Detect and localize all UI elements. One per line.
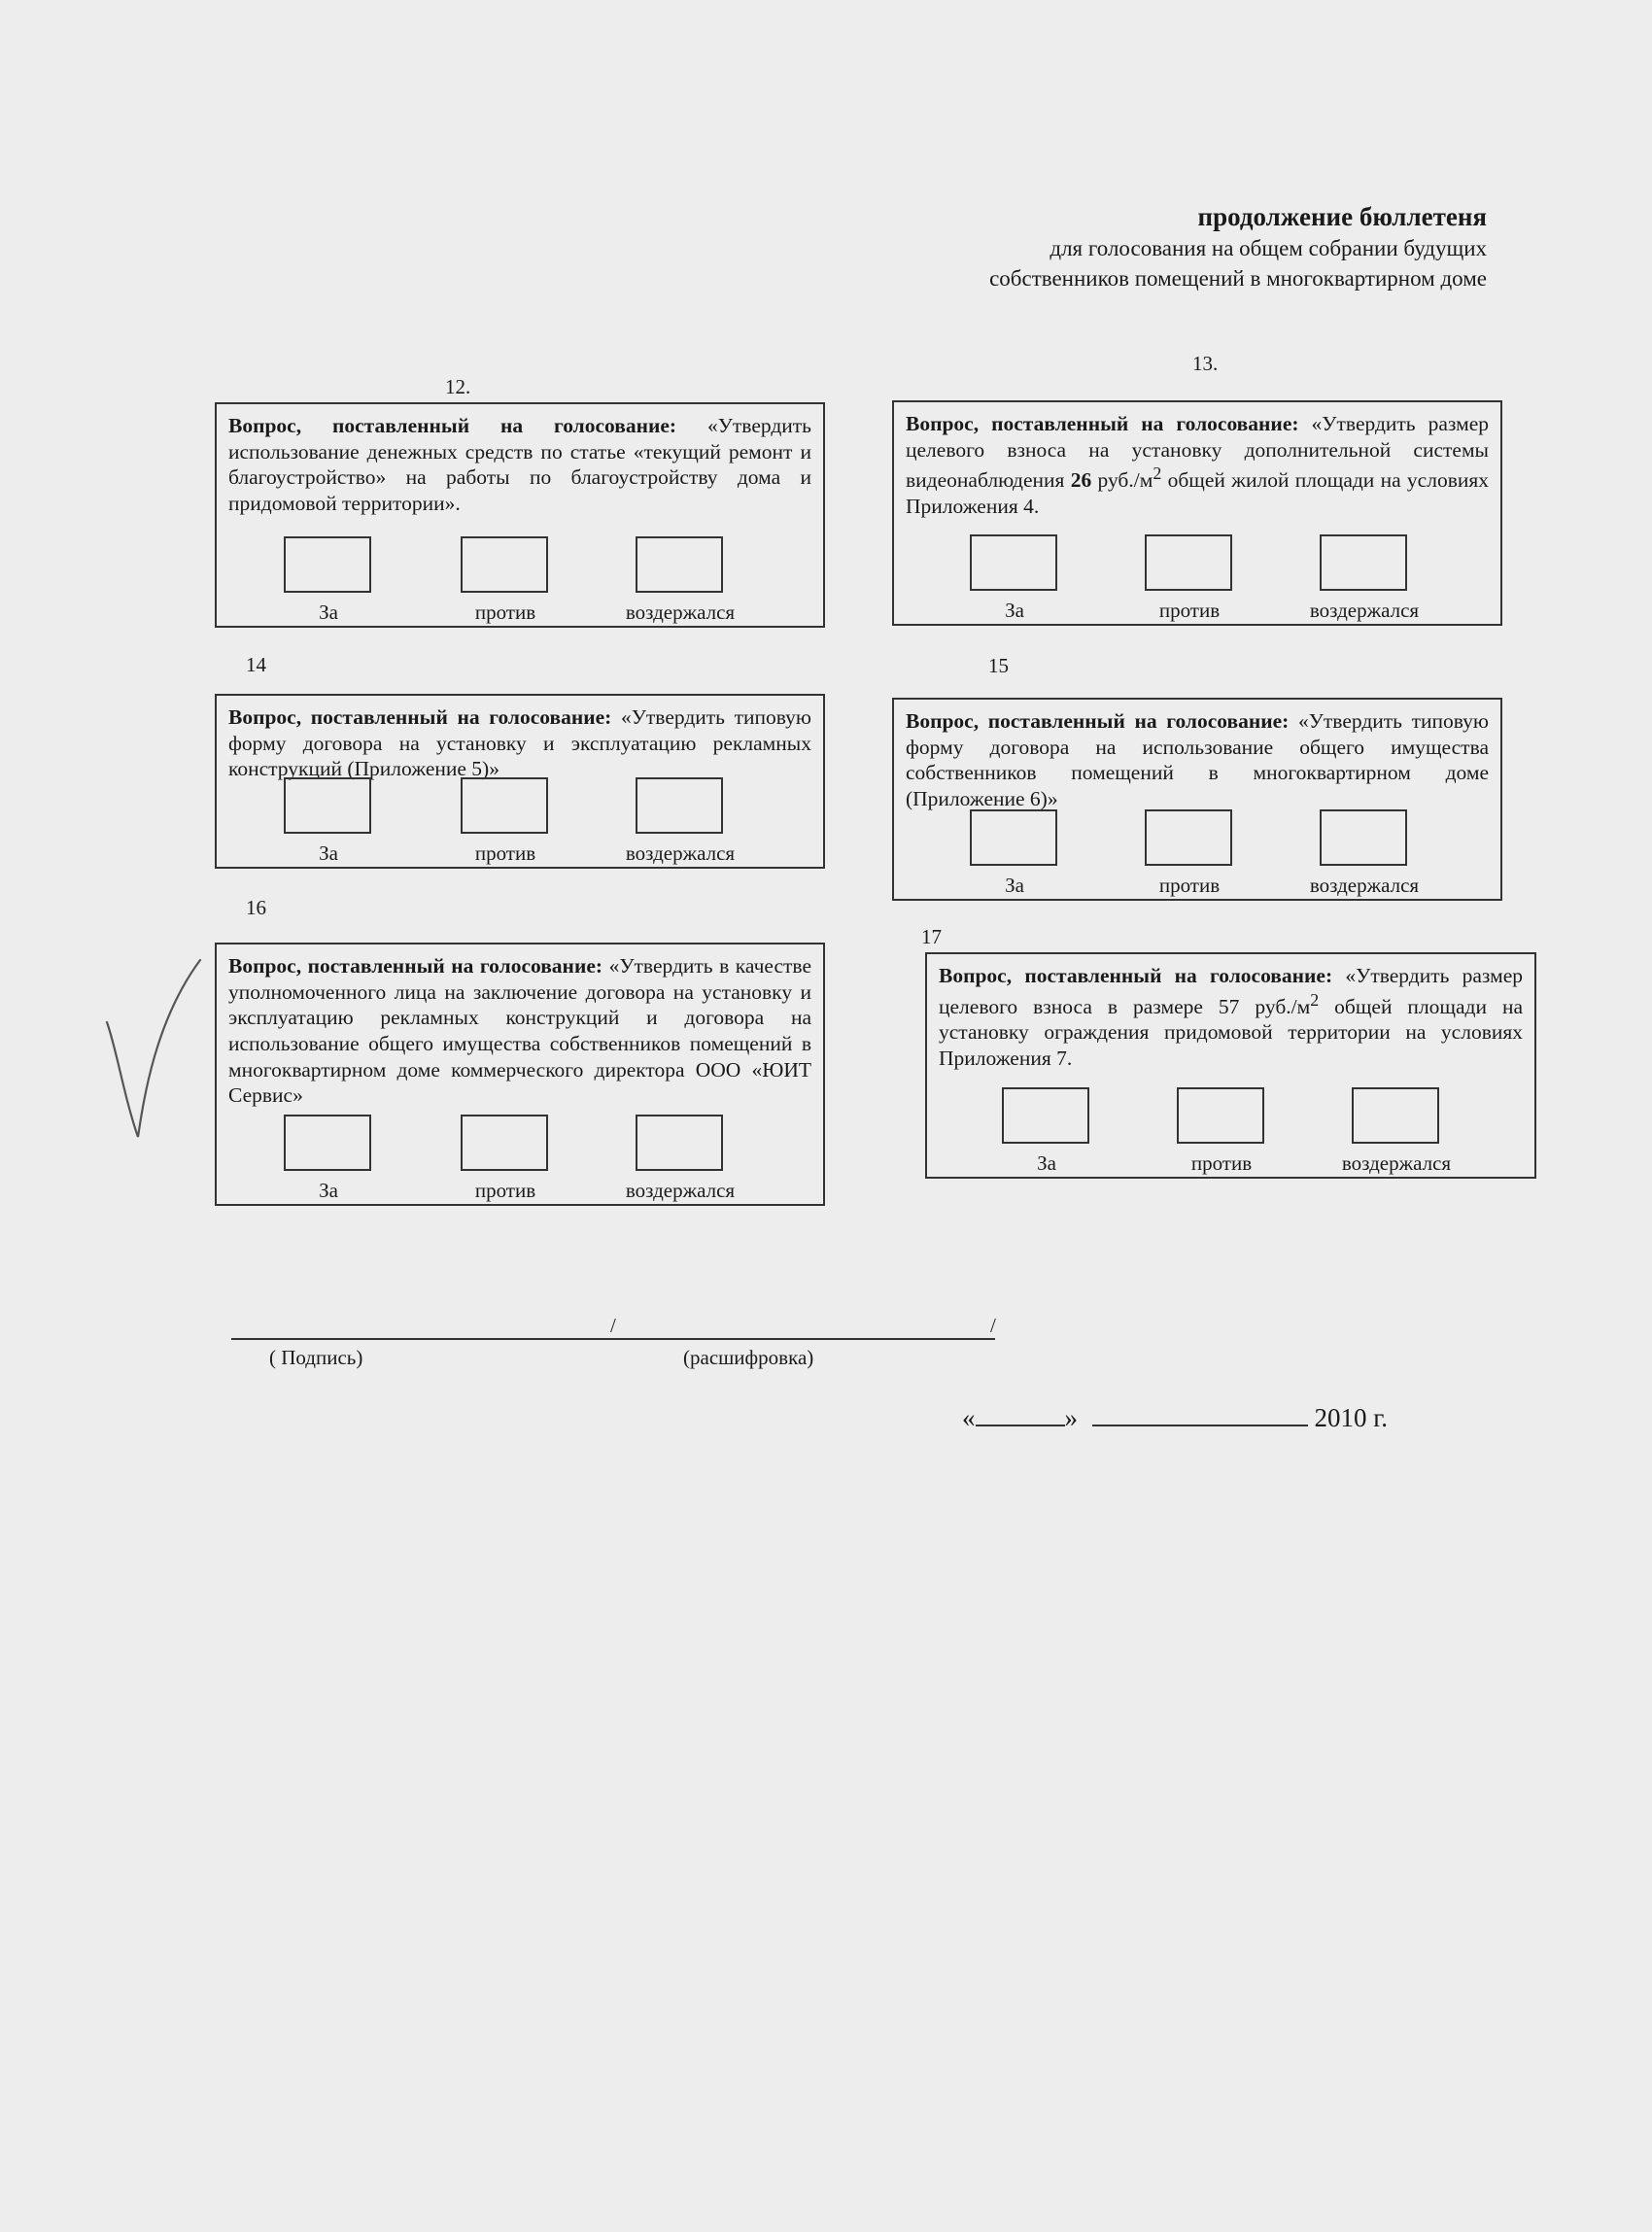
vote-abstain — [1333, 1087, 1460, 1175]
vote-against-box[interactable] — [1145, 534, 1232, 591]
vote-for — [265, 1115, 392, 1202]
question-12-votes — [217, 536, 823, 624]
date-year: 2010 г. — [1314, 1403, 1389, 1432]
question-body-end: общей площади на установку ограждения придомовой территории на условиях Приложения 7. — [939, 994, 1523, 1071]
signature-line[interactable] — [231, 1338, 995, 1340]
vote-abstain — [617, 1115, 743, 1202]
vote-against — [1126, 534, 1253, 622]
vote-for — [265, 536, 392, 624]
question-label: Вопрос, поставленный на голосование: — [228, 414, 677, 437]
vote-abstain-label: воздержался — [1341, 1151, 1452, 1175]
question-17-number: 17 — [921, 925, 942, 948]
vote-for-label: За — [319, 601, 338, 624]
vote-abstain-box[interactable] — [1320, 809, 1407, 866]
question-17-box — [925, 952, 1536, 1179]
vote-abstain — [617, 777, 743, 865]
question-body: «Утвердить размер целевого взноса на установку дополнительной системы видеонаблюдения — [906, 412, 1489, 493]
date-open-quote: « — [962, 1403, 976, 1432]
question-body: «Утвердить в качестве уполномоченного лица на заключение договора на установку и эксплуатацию рекламных конструкций и договора на использование общего имущества собственников помещений в многоквартирном доме коммерческого директора ООО «ЮИТ Сервис» — [228, 954, 812, 1108]
question-14-votes — [217, 777, 823, 865]
date-close-quote: » — [1064, 1403, 1078, 1432]
vote-abstain-label: воздержался — [625, 601, 736, 624]
vote-against-box[interactable] — [1145, 809, 1232, 866]
vote-against-label: против — [1158, 599, 1221, 622]
vote-for-label: За — [319, 841, 338, 865]
question-13-text — [906, 411, 1489, 520]
question-unit: руб./м — [1091, 468, 1153, 493]
question-16-box — [215, 943, 825, 1206]
ballot-subtitle-line-1: для голосования на общем собрании будущих — [1050, 236, 1487, 260]
vote-against-label: против — [474, 1179, 536, 1202]
question-15-number: 15 — [988, 654, 1009, 677]
vote-for-box[interactable] — [970, 534, 1057, 591]
vote-against — [442, 1115, 568, 1202]
decoding-label: (расшифровка) — [683, 1346, 814, 1369]
question-17-text — [939, 963, 1523, 1072]
question-15-box — [892, 698, 1502, 901]
question-12-number: 12. — [445, 375, 471, 398]
vote-for-label: За — [319, 1179, 338, 1202]
vote-against-box[interactable] — [461, 1115, 548, 1171]
vote-abstain-label: воздержался — [1309, 599, 1420, 622]
vote-for-box[interactable] — [284, 1115, 371, 1171]
vote-abstain-box[interactable] — [636, 536, 723, 593]
date-day-blank[interactable] — [976, 1401, 1065, 1426]
vote-against-box[interactable] — [461, 777, 548, 834]
vote-for — [951, 534, 1078, 622]
question-label: Вопрос, поставленный на голосование: — [228, 705, 612, 729]
vote-abstain-label: воздержался — [625, 1179, 736, 1202]
ballot-subtitle-line-2: собственников помещений в многоквартирном доме — [989, 266, 1487, 291]
question-body: «Утвердить типовую форму договора на использование общего имущества собственников помещений в многоквартирном доме (Приложение 6)» — [906, 709, 1489, 810]
vote-abstain-box[interactable] — [1352, 1087, 1439, 1144]
vote-abstain-box[interactable] — [636, 777, 723, 834]
vote-for-box[interactable] — [284, 777, 371, 834]
question-13-votes — [894, 534, 1500, 622]
vote-for-label: За — [1005, 874, 1024, 897]
question-body-end: общей жилой площади на условиях Приложения 4. — [906, 468, 1489, 519]
question-body: «Утвердить размер целевого взноса в размере 57 руб./м — [939, 964, 1523, 1018]
question-13-box — [892, 400, 1502, 626]
signature-label: ( Подпись) — [269, 1346, 363, 1369]
vote-abstain-box[interactable] — [1320, 534, 1407, 591]
vote-against-label: против — [1158, 874, 1221, 897]
vote-for-label: За — [1005, 599, 1024, 622]
question-label: Вопрос, поставленный на голосование: — [906, 709, 1290, 733]
question-body: «Утвердить использование денежных средств по статье «текущий ремонт и благоустройство» на работы по благоустройству дома и придомовой территории». — [228, 414, 811, 515]
question-label: Вопрос, поставленный на голосование: — [906, 412, 1299, 435]
vote-against — [1126, 809, 1253, 897]
vote-for — [951, 809, 1078, 897]
question-15-votes — [894, 809, 1500, 897]
vote-against-box[interactable] — [461, 536, 548, 593]
vote-for-box[interactable] — [284, 536, 371, 593]
question-label: Вопрос, поставленный на голосование: — [939, 964, 1333, 987]
date-month-blank[interactable] — [1092, 1401, 1308, 1426]
question-17-votes — [927, 1087, 1534, 1175]
vote-for-box[interactable] — [1002, 1087, 1089, 1144]
question-14-box — [215, 694, 825, 869]
handwritten-check-icon — [97, 933, 204, 1147]
vote-against — [442, 777, 568, 865]
signature-slash-1: / — [610, 1314, 616, 1337]
question-16-votes — [217, 1115, 823, 1202]
vote-abstain — [1301, 809, 1428, 897]
date-row — [962, 1401, 1388, 1433]
question-amount: 26 — [1070, 468, 1092, 493]
signature-slash-2: / — [990, 1314, 996, 1337]
question-14-number: 14 — [246, 653, 266, 676]
vote-abstain-label: воздержался — [625, 841, 736, 865]
vote-against-label: против — [1190, 1151, 1253, 1175]
vote-against-box[interactable] — [1177, 1087, 1264, 1144]
question-12-text — [228, 413, 811, 517]
question-15-text — [906, 708, 1489, 812]
question-12-box — [215, 402, 825, 628]
vote-against — [1158, 1087, 1285, 1175]
vote-for-label: За — [1037, 1151, 1056, 1175]
vote-against-label: против — [474, 601, 536, 624]
vote-for-box[interactable] — [970, 809, 1057, 866]
question-body: «Утвердить типовую форму договора на установку и эксплуатацию рекламных конструкций (Приложение 5)» — [228, 705, 811, 781]
question-14-text — [228, 704, 811, 782]
question-13-number: 13. — [1192, 352, 1219, 375]
vote-abstain — [617, 536, 743, 624]
vote-abstain — [1301, 534, 1428, 622]
vote-against-label: против — [474, 841, 536, 865]
vote-abstain-box[interactable] — [636, 1115, 723, 1171]
vote-for — [265, 777, 392, 865]
question-unit-exponent: 2 — [1153, 464, 1162, 484]
question-unit-exponent: 2 — [1310, 989, 1320, 1010]
vote-abstain-label: воздержался — [1309, 874, 1420, 897]
question-label: Вопрос, поставленный на голосование: — [228, 954, 603, 978]
ballot-title: продолжение бюллетеня — [1197, 202, 1487, 231]
question-16-text — [228, 953, 811, 1109]
vote-against — [442, 536, 568, 624]
vote-for — [983, 1087, 1110, 1175]
question-16-number: 16 — [246, 896, 266, 919]
